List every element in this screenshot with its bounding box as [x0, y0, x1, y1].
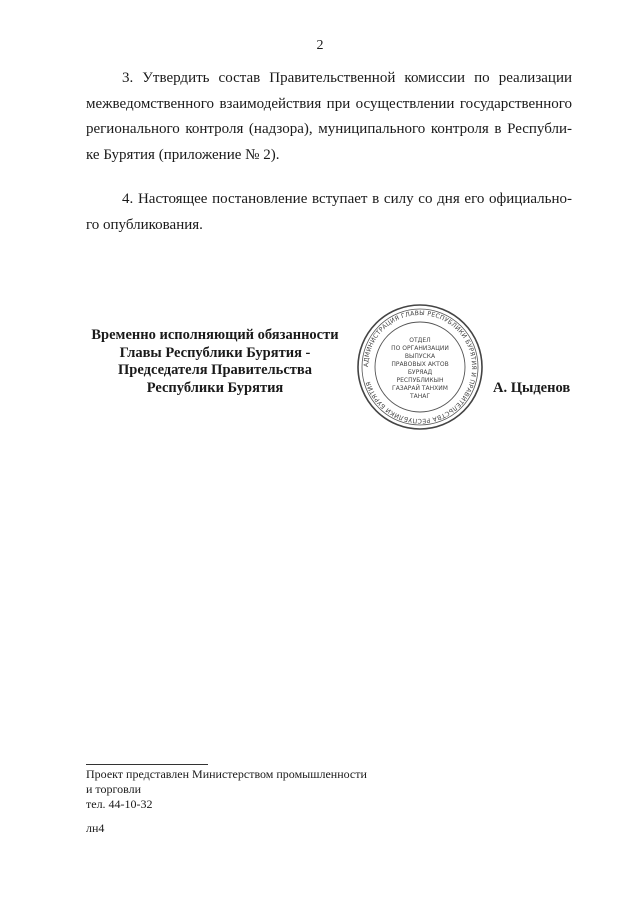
page-number: 2	[316, 38, 324, 53]
paragraph-line: ке Бурятия (приложение № 2).	[86, 146, 280, 163]
signatory-title-line: Председателя Правительства	[118, 362, 312, 378]
seal-inner-line: ГАЗАРАЙ ТАНХИМ	[392, 385, 448, 392]
paragraph-item-3	[86, 66, 572, 168]
paragraph-line: регионального контроля (надзора), муниципального контроля в Республи-	[86, 121, 572, 137]
paragraph-line: 4. Настоящее постановление вступает в силу со дня его официально-	[122, 191, 572, 207]
paragraph-line: межведомственного взаимодействия при осуществлении государственного	[86, 95, 572, 112]
seal-inner-line: ТАНАГ	[409, 393, 431, 400]
seal-inner-line: ВЫПУСКА	[404, 353, 436, 360]
seal-outer-text: АДМИНИСТРАЦИЯ ГЛАВЫ РЕСПУБЛИКИ БУРЯТИЯ И ПРАВИТЕЛЬСТВА РЕСПУБЛИКИ БУРЯТИЯ	[362, 309, 478, 425]
signatory-name: А. Цыденов	[493, 380, 571, 396]
footnote-line: и торговли	[86, 782, 142, 796]
seal-inner-line: РЕСПУБЛИКЫН	[396, 377, 444, 384]
footnote	[86, 767, 367, 836]
signatory-title-line: Республики Бурятия	[146, 379, 284, 396]
seal-inner-line: БУРЯАД	[407, 369, 433, 376]
footnote-line: Проект представлен Министерством промышленности	[86, 767, 367, 781]
signatory-title-line: Главы Республики Бурятия -	[119, 344, 311, 361]
seal-inner-line: ОТДЕЛ	[409, 337, 431, 344]
signatory-title	[80, 327, 350, 397]
footnote-code: лн4	[86, 821, 105, 835]
seal-inner-line: ПО ОРГАНИЗАЦИИ	[391, 345, 449, 352]
footnote-divider	[86, 764, 208, 765]
paragraph-line: 3. Утвердить состав Правительственной комиссии по реализации	[122, 70, 572, 86]
paragraph-line: го опубликования.	[86, 216, 203, 233]
seal-inner-line: ПРАВОВЫХ АКТОВ	[391, 361, 449, 368]
footnote-phone: тел. 44-10-32	[86, 797, 153, 811]
signatory-title-line: Временно исполняющий обязанности	[91, 327, 339, 343]
paragraph-item-4	[86, 187, 572, 238]
official-seal	[355, 302, 485, 432]
